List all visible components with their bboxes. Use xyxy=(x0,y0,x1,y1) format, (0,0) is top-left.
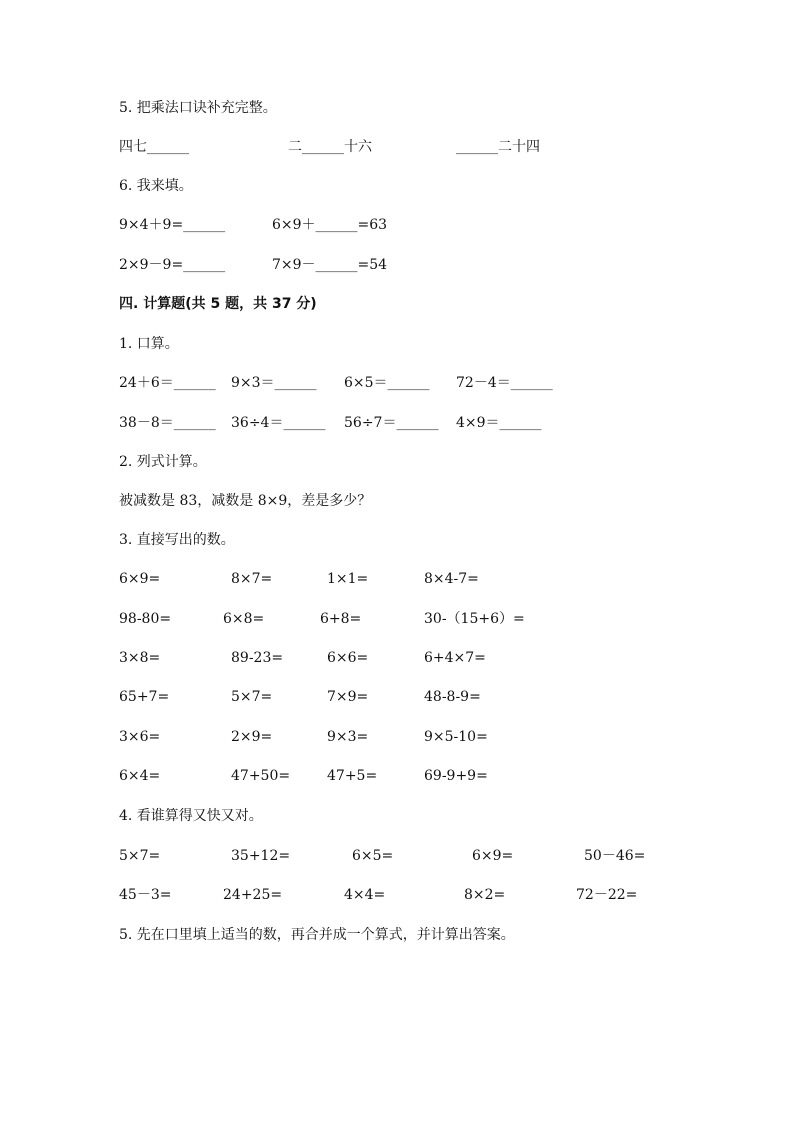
direct-item: 69-9+9= xyxy=(424,768,488,784)
direct-item: 47+50= xyxy=(231,768,291,784)
direct-item: 6+8= xyxy=(320,611,362,627)
calc-4-title: 4. 看谁算得又快又对。 xyxy=(119,808,263,824)
oral-item: 4×9＝______ xyxy=(456,415,542,431)
direct-item: 2×9= xyxy=(231,729,273,745)
direct-item: 3×6= xyxy=(119,729,161,745)
rhyme-item-3: ______二十四 xyxy=(456,139,540,155)
quick-item: 6×9= xyxy=(472,848,514,864)
direct-item: 30-（15+6）= xyxy=(424,611,525,627)
section-4-title: 四. 计算题(共 5 题，共 37 分) xyxy=(119,296,317,312)
fill-item-4: 7×9－______=54 xyxy=(272,257,388,273)
direct-item: 7×9= xyxy=(327,689,369,705)
calc-2-text: 被减数是 83，减数是 8×9，差是多少？ xyxy=(119,493,372,509)
direct-item: 6×6= xyxy=(327,650,369,666)
direct-item: 5×7= xyxy=(231,689,273,705)
direct-item: 6×9= xyxy=(119,571,161,587)
quick-item: 45－3= xyxy=(119,887,172,903)
quick-item: 6×5= xyxy=(352,848,394,864)
fill-item-3: 2×9－9=______ xyxy=(119,257,226,273)
direct-item: 8×7= xyxy=(231,571,273,587)
rhyme-item-1: 四七______ xyxy=(119,139,189,155)
quick-item: 5×7= xyxy=(119,848,161,864)
quick-item: 72－22= xyxy=(576,887,638,903)
direct-item: 89-23= xyxy=(231,650,284,666)
calc-2-title: 2. 列式计算。 xyxy=(119,454,207,470)
oral-item: 24＋6＝______ xyxy=(119,375,216,391)
quick-item: 35+12= xyxy=(231,848,291,864)
quick-item: 24+25= xyxy=(223,887,283,903)
direct-item: 6+4×7= xyxy=(424,650,486,666)
oral-item: 9×3＝______ xyxy=(231,375,317,391)
calc-5-title: 5. 先在口里填上适当的数，再合并成一个算式，并计算出答案。 xyxy=(119,927,515,943)
rhyme-item-2: 二______十六 xyxy=(288,139,372,155)
oral-item: 38－8＝______ xyxy=(119,415,216,431)
quick-item: 50－46= xyxy=(584,848,646,864)
direct-item: 65+7= xyxy=(119,689,170,705)
quick-item: 8×2= xyxy=(464,887,506,903)
direct-item: 98-80= xyxy=(119,611,172,627)
question-5-title: 5. 把乘法口诀补充完整。 xyxy=(119,100,277,116)
direct-item: 1×1= xyxy=(327,571,369,587)
direct-item: 6×8= xyxy=(223,611,265,627)
oral-item: 36÷4＝______ xyxy=(231,415,326,431)
direct-item: 8×4-7= xyxy=(424,571,479,587)
oral-item: 6×5＝______ xyxy=(344,375,430,391)
oral-item: 72－4＝______ xyxy=(456,375,553,391)
oral-item: 56÷7＝______ xyxy=(344,415,439,431)
direct-item: 9×5-10= xyxy=(424,729,488,745)
fill-item-1: 9×4＋9=______ xyxy=(119,217,226,233)
fill-item-2: 6×9＋______=63 xyxy=(272,217,388,233)
calc-1-title: 1. 口算。 xyxy=(119,336,179,352)
direct-item: 3×8= xyxy=(119,650,161,666)
direct-item: 6×4= xyxy=(119,768,161,784)
direct-item: 47+5= xyxy=(327,768,378,784)
direct-item: 9×3= xyxy=(327,729,369,745)
calc-3-title: 3. 直接写出的数。 xyxy=(119,532,235,548)
question-6-title: 6. 我来填。 xyxy=(119,178,193,194)
quick-item: 4×4= xyxy=(344,887,386,903)
direct-item: 48-8-9= xyxy=(424,689,481,705)
